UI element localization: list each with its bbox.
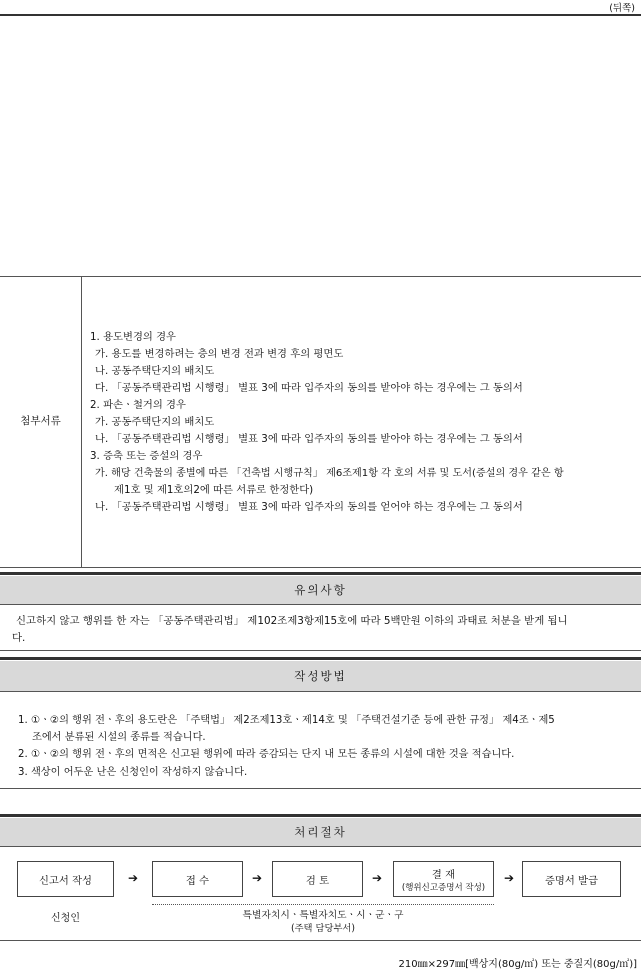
arrow-right-icon: ➔ bbox=[504, 871, 515, 885]
step-label: 접 수 bbox=[185, 874, 210, 887]
blank-form-area bbox=[0, 16, 641, 276]
authority-label: 특별자치시ㆍ특별자치도ㆍ시ㆍ군ㆍ구 bbox=[242, 910, 404, 921]
instruction-item: 1. ①ㆍ②의 행위 전ㆍ후의 용도란은 「주택법」 제2조제13호ㆍ제14호 및 「주택건설기준 등에 관한 규정」 제4조ㆍ제5 bbox=[18, 715, 555, 726]
step-issue-certificate bbox=[522, 861, 621, 897]
attachment-item: 가. 해당 건축물의 종별에 따른 「건축법 시행규칙」 제6조제1항 각 호의 서류 및 도서(증설의 경우 같은 항 bbox=[95, 468, 564, 479]
step-write-report bbox=[17, 861, 114, 897]
instructions-rule bbox=[0, 691, 641, 692]
procedure-thick-rule bbox=[0, 814, 641, 817]
attachment-item: 3. 증축 또는 증설의 경우 bbox=[90, 450, 203, 462]
step-review bbox=[272, 861, 363, 897]
notice-bottom-rule bbox=[0, 650, 641, 651]
step-sublabel: (행위신고증명서 작성) bbox=[401, 882, 486, 893]
instruction-item-cont: 조에서 분류된 시설의 종류를 적습니다. bbox=[32, 732, 206, 743]
instructions-title: 작성방법 bbox=[0, 661, 641, 691]
instruction-item: 2. ①ㆍ②의 행위 전ㆍ후의 면적은 신고된 행위에 따라 증감되는 단지 내 모든 종류의 시설에 대한 것을 적습니다. bbox=[18, 749, 515, 760]
attachment-item: 가. 공동주택단지의 배치도 bbox=[95, 416, 215, 428]
step-approval bbox=[393, 861, 494, 897]
instructions-thick-rule bbox=[0, 657, 641, 660]
notice-thick-rule bbox=[0, 572, 641, 575]
attachment-item: 가. 용도를 변경하려는 층의 변경 전과 변경 후의 평면도 bbox=[95, 348, 344, 360]
attachment-item: 2. 파손ㆍ철거의 경우 bbox=[90, 399, 186, 411]
attachment-item: 1. 용도변경의 경우 bbox=[90, 331, 176, 343]
footer-rule bbox=[0, 940, 641, 941]
step-label: 검 토 bbox=[305, 874, 330, 887]
authority-sublabel: (주택 담당부서) bbox=[290, 923, 356, 934]
notice-title: 유의사항 bbox=[0, 576, 641, 604]
step-label: 결 재 bbox=[431, 868, 456, 881]
attachment-item: 다. 「공동주택관리법 시행령」 별표 3에 따라 입주자의 동의를 받아야 하는 경우에는 그 동의서 bbox=[95, 382, 523, 394]
notice-text: 신고하지 않고 행위를 한 자는 「공동주택관리법」 제102조제3항제15호에 따라 5백만원 이하의 과태료 처분을 받게 됩니 bbox=[16, 615, 568, 627]
instructions-bottom-rule bbox=[0, 788, 641, 789]
attachment-item: 제1호 및 제1호의2에 따른 서류로 한정한다) bbox=[114, 484, 314, 496]
step-receive bbox=[152, 861, 243, 897]
applicant-label: 신청인 bbox=[51, 913, 80, 924]
arrow-right-icon: ➔ bbox=[252, 871, 263, 885]
arrow-right-icon: ➔ bbox=[128, 871, 139, 885]
notice-top-rule bbox=[0, 567, 641, 568]
attachment-item: 나. 「공동주택관리법 시행령」 별표 3에 따라 입주자의 동의를 받아야 하는 경우에는 그 동의서 bbox=[95, 433, 523, 445]
step-label: 신고서 작성 bbox=[38, 874, 92, 887]
attachments-top-rule bbox=[0, 276, 641, 277]
procedure-title: 처리절차 bbox=[0, 818, 641, 846]
step-label: 증명서 발급 bbox=[544, 874, 598, 887]
attachment-item: 나. 「공동주택관리법 시행령」 별표 3에 따라 입주자의 동의를 얻어야 하는 경우에는 그 동의서 bbox=[95, 501, 523, 513]
attachments-label: 첨부서류 bbox=[20, 415, 61, 427]
instruction-item: 3. 색상이 어두운 난은 신청인이 작성하지 않습니다. bbox=[18, 767, 248, 778]
authority-bracket bbox=[152, 904, 494, 905]
attachments-label-divider bbox=[81, 277, 82, 567]
notice-text-cont: 다. bbox=[12, 632, 26, 644]
page-side-mark: (뒤쪽) bbox=[609, 3, 635, 14]
arrow-right-icon: ➔ bbox=[372, 871, 383, 885]
attachment-item: 나. 공동주택단지의 배치도 bbox=[95, 365, 215, 377]
paper-spec: 210㎜×297㎜[백상지(80g/㎡) 또는 중질지(80g/㎡)] bbox=[398, 959, 637, 970]
notice-rule bbox=[0, 604, 641, 605]
procedure-rule bbox=[0, 846, 641, 847]
